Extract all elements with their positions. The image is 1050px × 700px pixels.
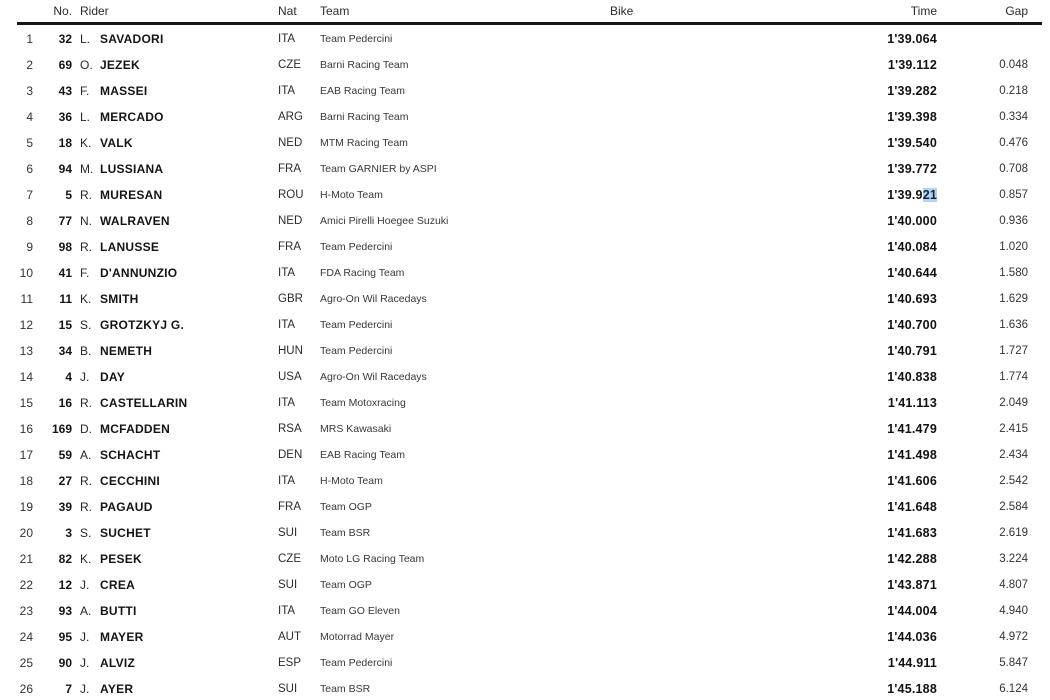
header-number: No. — [53, 4, 72, 18]
table-row — [0, 364, 1050, 390]
rider-initial: L. — [80, 110, 91, 124]
bib-number-cell: 43 — [58, 84, 72, 98]
rider-surname: MURESAN — [100, 188, 163, 202]
gap-cell: 4.807 — [999, 579, 1028, 591]
table-row — [0, 624, 1050, 650]
position-cell: 24 — [19, 630, 33, 644]
rider-initial: K. — [80, 136, 92, 150]
rider-initial: R. — [80, 188, 92, 202]
table-row — [0, 650, 1050, 676]
rider-initial: J. — [80, 370, 90, 384]
table-row — [0, 234, 1050, 260]
rider-cell — [72, 188, 270, 202]
rider-surname: SAVADORI — [100, 32, 164, 46]
time-cell: 1'40.000 — [887, 214, 937, 228]
gap-cell: 0.334 — [999, 111, 1028, 123]
bib-number-cell: 82 — [58, 552, 72, 566]
team-cell: Team Pedercini — [320, 241, 393, 253]
gap-cell: 1.629 — [999, 293, 1028, 305]
team-cell: H-Moto Team — [320, 475, 383, 487]
gap-cell: 0.708 — [999, 163, 1028, 175]
nationality-cell: GBR — [278, 293, 303, 305]
bib-number-cell: 69 — [58, 58, 72, 72]
rider-initial: M. — [80, 162, 94, 176]
nationality-cell: FRA — [278, 163, 301, 175]
bib-number-cell: 169 — [51, 422, 72, 436]
rider-cell — [72, 422, 270, 436]
nationality-cell: ESP — [278, 657, 302, 669]
rider-surname: MERCADO — [100, 110, 164, 124]
time-cell — [855, 188, 937, 202]
bib-number-cell: 7 — [65, 682, 72, 696]
rider-initial: K. — [80, 552, 92, 566]
time-cell: 1'44.036 — [887, 630, 937, 644]
time-cell: 1'39.282 — [887, 84, 937, 98]
bib-number-cell: 59 — [58, 448, 72, 462]
table-row — [0, 338, 1050, 364]
position-cell: 19 — [19, 500, 33, 514]
rider-surname: PAGAUD — [100, 500, 153, 514]
time-cell: 1'44.911 — [887, 656, 937, 670]
bib-number-cell: 34 — [58, 344, 72, 358]
gap-cell: 0.218 — [999, 85, 1028, 97]
header-time: Time — [910, 4, 937, 18]
rider-initial: R. — [80, 474, 92, 488]
table-row — [0, 208, 1050, 234]
team-cell: Agro-On Wil Racedays — [320, 371, 427, 383]
table-row — [0, 182, 1050, 208]
rider-surname: WALRAVEN — [100, 214, 170, 228]
rider-surname: BUTTI — [100, 604, 137, 618]
team-cell: Team OGP — [320, 579, 372, 591]
position-cell: 2 — [26, 58, 33, 72]
position-cell: 25 — [19, 656, 33, 670]
bib-number-cell: 12 — [58, 578, 72, 592]
rider-cell — [72, 552, 270, 566]
rider-cell — [72, 630, 270, 644]
team-cell: MRS Kawasaki — [320, 423, 392, 435]
rider-surname: CECCHINI — [100, 474, 161, 488]
time-cell: 1'40.838 — [887, 370, 937, 384]
table-row — [0, 572, 1050, 598]
team-cell: Team GO Eleven — [320, 605, 400, 617]
table-header — [0, 0, 1050, 22]
rider-surname: LUSSIANA — [100, 162, 164, 176]
rider-cell — [72, 396, 270, 410]
rider-cell — [72, 84, 270, 98]
rider-cell — [72, 604, 270, 618]
time-cell: 1'41.648 — [887, 500, 937, 514]
gap-cell: 0.048 — [999, 59, 1028, 71]
gap-cell: 0.936 — [999, 215, 1028, 227]
gap-cell: 1.727 — [999, 345, 1028, 357]
rider-surname: DAY — [100, 370, 125, 384]
time-cell: 1'40.644 — [887, 266, 937, 280]
rider-cell — [72, 526, 270, 540]
rider-initial: J. — [80, 682, 90, 696]
time-cell: 1'44.004 — [887, 604, 937, 618]
nationality-cell: FRA — [278, 241, 301, 253]
rider-cell — [72, 266, 270, 280]
bib-number-cell: 98 — [58, 240, 72, 254]
bib-number-cell: 27 — [58, 474, 72, 488]
rider-initial: O. — [80, 58, 93, 72]
gap-cell: 1.774 — [999, 371, 1028, 383]
time-cell: 1'40.791 — [887, 344, 937, 358]
team-cell: Motorrad Mayer — [320, 631, 395, 643]
nationality-cell: ITA — [278, 33, 296, 45]
time-cell: 1'41.498 — [887, 448, 937, 462]
time-cell: 1'45.188 — [887, 682, 937, 696]
nationality-cell: ITA — [278, 397, 296, 409]
time-cell: 1'39.540 — [887, 136, 937, 150]
table-row — [0, 156, 1050, 182]
nationality-cell: ITA — [278, 319, 296, 331]
rider-cell — [72, 214, 270, 228]
rider-initial: J. — [80, 656, 90, 670]
team-cell: Amici Pirelli Hoegee Suzuki — [320, 215, 449, 227]
position-cell: 13 — [19, 344, 33, 358]
rider-cell — [72, 448, 270, 462]
gap-cell: 0.857 — [999, 189, 1028, 201]
table-row — [0, 260, 1050, 286]
bib-number-cell: 18 — [58, 136, 72, 150]
bib-number-cell: 93 — [58, 604, 72, 618]
bib-number-cell: 4 — [65, 370, 72, 384]
gap-cell: 3.224 — [999, 553, 1028, 565]
position-cell: 23 — [19, 604, 33, 618]
team-cell: H-Moto Team — [320, 189, 383, 201]
rider-surname: CREA — [100, 578, 136, 592]
rider-surname: GROTZKYJ G. — [100, 318, 185, 332]
nationality-cell: DEN — [278, 449, 303, 461]
time-cell: 1'43.871 — [887, 578, 937, 592]
gap-cell: 4.940 — [999, 605, 1028, 617]
position-cell: 11 — [20, 292, 33, 306]
team-cell: Team Pedercini — [320, 319, 393, 331]
time-cell: 1'39.398 — [887, 110, 937, 124]
rider-cell — [72, 136, 270, 150]
rider-initial: R. — [80, 500, 92, 514]
selected-text-highlight: 21 — [922, 188, 937, 202]
nationality-cell: ROU — [278, 189, 304, 201]
position-cell: 3 — [26, 84, 33, 98]
position-cell: 21 — [19, 552, 33, 566]
team-cell: Team Motoxracing — [320, 397, 406, 409]
nationality-cell: FRA — [278, 501, 301, 513]
time-text: 1'39.9 — [887, 188, 923, 202]
nationality-cell: NED — [278, 137, 303, 149]
rider-surname: MAYER — [100, 630, 144, 644]
position-cell: 26 — [19, 682, 33, 696]
rider-initial: N. — [80, 214, 92, 228]
rider-initial: B. — [80, 344, 92, 358]
position-cell: 10 — [19, 266, 33, 280]
bib-number-cell: 5 — [65, 188, 72, 202]
table-row — [0, 26, 1050, 52]
table-row — [0, 78, 1050, 104]
rider-surname: MCFADDEN — [100, 422, 170, 436]
rider-cell — [72, 318, 270, 332]
table-row — [0, 416, 1050, 442]
position-cell: 5 — [26, 136, 33, 150]
team-cell: Team Pedercini — [320, 345, 393, 357]
gap-cell: 5.847 — [999, 657, 1028, 669]
table-row — [0, 312, 1050, 338]
nationality-cell: SUI — [278, 683, 298, 695]
rider-surname: LANUSSE — [100, 240, 160, 254]
rider-initial: F. — [80, 84, 90, 98]
gap-cell: 2.619 — [999, 527, 1028, 539]
bib-number-cell: 16 — [58, 396, 72, 410]
table-row — [0, 286, 1050, 312]
position-cell: 6 — [26, 162, 33, 176]
rider-cell — [72, 58, 270, 72]
nationality-cell: HUN — [278, 345, 303, 357]
rider-cell — [72, 344, 270, 358]
rider-surname: VALK — [100, 136, 133, 150]
rider-initial: R. — [80, 396, 92, 410]
nationality-cell: NED — [278, 215, 303, 227]
time-cell: 1'40.084 — [887, 240, 937, 254]
bib-number-cell: 3 — [65, 526, 72, 540]
position-cell: 14 — [19, 370, 33, 384]
nationality-cell: AUT — [278, 631, 301, 643]
rider-cell — [72, 682, 270, 696]
rider-initial: J. — [80, 630, 90, 644]
team-cell: EAB Racing Team — [320, 85, 406, 97]
bib-number-cell: 41 — [58, 266, 72, 280]
rider-initial: F. — [80, 266, 90, 280]
rider-surname: AYER — [100, 682, 134, 696]
team-cell: Team OGP — [320, 501, 372, 513]
gap-cell: 2.584 — [999, 501, 1028, 513]
nationality-cell: CZE — [278, 553, 301, 565]
nationality-cell: SUI — [278, 527, 298, 539]
bib-number-cell: 39 — [58, 500, 72, 514]
time-cell: 1'39.112 — [887, 58, 937, 72]
team-cell: Team BSR — [320, 683, 371, 695]
rider-cell — [72, 656, 270, 670]
rider-initial: D. — [80, 422, 92, 436]
team-cell: Team BSR — [320, 527, 371, 539]
rider-surname: NEMETH — [100, 344, 153, 358]
rider-initial: R. — [80, 240, 92, 254]
team-cell: Team Pedercini — [320, 657, 393, 669]
table-row — [0, 520, 1050, 546]
table-row — [0, 598, 1050, 624]
gap-cell: 2.434 — [999, 449, 1028, 461]
rider-cell — [72, 32, 270, 46]
time-cell: 1'41.606 — [887, 474, 937, 488]
rider-surname: MASSEI — [100, 84, 148, 98]
bib-number-cell: 32 — [58, 32, 72, 46]
nationality-cell: ITA — [278, 475, 296, 487]
position-cell: 18 — [19, 474, 33, 488]
rider-initial: K. — [80, 292, 92, 306]
time-cell: 1'42.288 — [887, 552, 937, 566]
rider-surname: SUCHET — [100, 526, 151, 540]
rider-surname: SMITH — [100, 292, 139, 306]
bib-number-cell: 15 — [58, 318, 72, 332]
results-rows — [0, 25, 1050, 700]
rider-surname: PESEK — [100, 552, 142, 566]
rider-cell — [72, 500, 270, 514]
rider-initial: A. — [80, 604, 92, 618]
rider-surname: JEZEK — [100, 58, 140, 72]
gap-cell: 4.972 — [999, 631, 1028, 643]
position-cell: 15 — [19, 396, 33, 410]
table-row — [0, 676, 1050, 700]
gap-cell: 2.049 — [999, 397, 1028, 409]
position-cell: 4 — [26, 110, 33, 124]
header-team: Team — [320, 4, 350, 18]
rider-cell — [72, 110, 270, 124]
nationality-cell: SUI — [278, 579, 298, 591]
rider-cell — [72, 370, 270, 384]
bib-number-cell: 90 — [58, 656, 72, 670]
rider-cell — [72, 162, 270, 176]
bib-number-cell: 77 — [58, 214, 72, 228]
rider-initial: A. — [80, 448, 92, 462]
rider-initial: S. — [80, 318, 92, 332]
table-row — [0, 104, 1050, 130]
team-cell: EAB Racing Team — [320, 449, 406, 461]
time-cell: 1'41.479 — [887, 422, 937, 436]
nationality-cell: ITA — [278, 267, 296, 279]
position-cell: 12 — [19, 318, 33, 332]
rider-cell — [72, 474, 270, 488]
table-row — [0, 546, 1050, 572]
time-cell: 1'40.693 — [887, 292, 937, 306]
table-row — [0, 130, 1050, 156]
bib-number-cell: 36 — [58, 110, 72, 124]
gap-cell: 2.415 — [999, 423, 1028, 435]
gap-cell: 0.476 — [999, 137, 1028, 149]
team-cell: Moto LG Racing Team — [320, 553, 425, 565]
table-row — [0, 442, 1050, 468]
rider-cell — [72, 578, 270, 592]
table-row — [0, 494, 1050, 520]
time-cell: 1'41.683 — [887, 526, 937, 540]
table-row — [0, 52, 1050, 78]
rider-surname: CASTELLARIN — [100, 396, 188, 410]
position-cell: 16 — [19, 422, 33, 436]
table-row — [0, 390, 1050, 416]
time-cell: 1'39.064 — [887, 32, 937, 46]
position-cell: 20 — [19, 526, 33, 540]
nationality-cell: ARG — [278, 111, 303, 123]
bib-number-cell: 11 — [59, 292, 72, 306]
team-cell: Team Pedercini — [320, 33, 393, 45]
gap-cell: 6.124 — [999, 683, 1028, 695]
team-cell: MTM Racing Team — [320, 137, 408, 149]
nationality-cell: USA — [278, 371, 302, 383]
nationality-cell: ITA — [278, 85, 296, 97]
rider-cell — [72, 240, 270, 254]
position-cell: 8 — [26, 214, 33, 228]
rider-initial: S. — [80, 526, 92, 540]
position-cell: 1 — [26, 32, 33, 46]
header-rider: Rider — [80, 4, 109, 18]
bib-number-cell: 95 — [58, 630, 72, 644]
team-cell: Barni Racing Team — [320, 111, 409, 123]
header-nationality: Nat — [278, 4, 297, 18]
nationality-cell: ITA — [278, 605, 296, 617]
gap-cell: 2.542 — [999, 475, 1028, 487]
gap-cell: 1.580 — [999, 267, 1028, 279]
team-cell: Barni Racing Team — [320, 59, 409, 71]
position-cell: 9 — [26, 240, 33, 254]
bib-number-cell: 94 — [58, 162, 72, 176]
position-cell: 17 — [19, 448, 33, 462]
rider-cell — [72, 292, 270, 306]
gap-cell: 1.636 — [999, 319, 1028, 331]
team-cell: Team GARNIER by ASPI — [320, 163, 437, 175]
rider-surname: ALVIZ — [100, 656, 136, 670]
rider-initial: L. — [80, 32, 91, 46]
team-cell: Agro-On Wil Racedays — [320, 293, 427, 305]
header-gap: Gap — [1005, 4, 1028, 18]
time-cell: 1'40.700 — [887, 318, 937, 332]
nationality-cell: RSA — [278, 423, 302, 435]
position-cell: 7 — [26, 188, 33, 202]
rider-initial: J. — [80, 578, 90, 592]
team-cell: FDA Racing Team — [320, 267, 405, 279]
rider-surname: SCHACHT — [100, 448, 161, 462]
rider-surname: D'ANNUNZIO — [100, 266, 178, 280]
nationality-cell: CZE — [278, 59, 301, 71]
gap-cell: 1.020 — [999, 241, 1028, 253]
table-row — [0, 468, 1050, 494]
time-cell: 1'39.772 — [887, 162, 937, 176]
header-bike: Bike — [610, 4, 634, 18]
position-cell: 22 — [19, 578, 33, 592]
time-cell: 1'41.113 — [887, 396, 937, 410]
